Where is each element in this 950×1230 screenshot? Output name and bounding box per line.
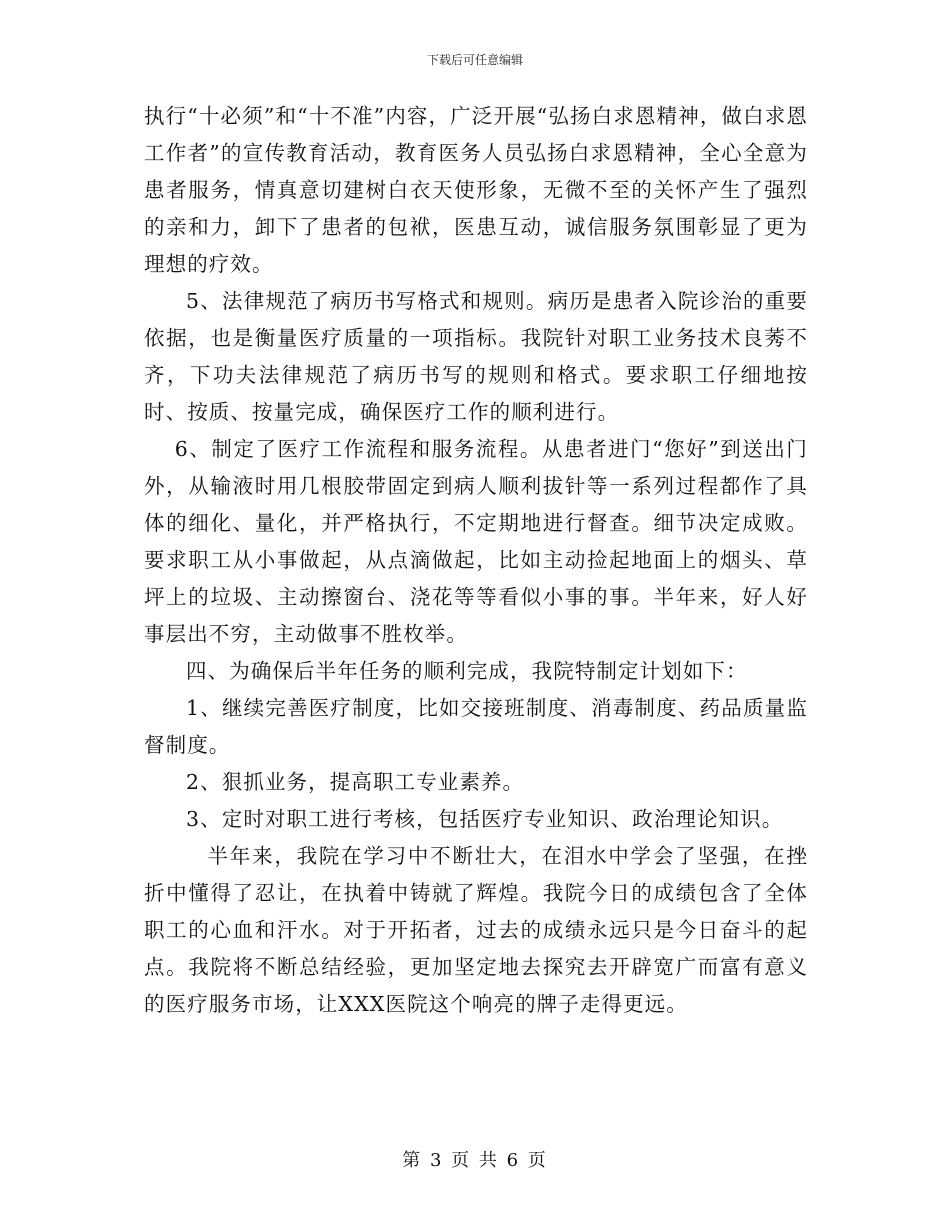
plan-item-3: 3、定时对职工进行考核，包括医疗专业知识、政治理论知识。 xyxy=(186,807,784,831)
paragraph-item-6: 6、制定了医疗工作流程和服务流程。从患者进门“您好”到送出门外，从输液时用几根胶带固定到病人顺利拔针等一系列过程都作了具体的细化、量化，并严格执行，不定期地进行督查。细节决定成败。要求职工从小事做起，从点滴做起，比如主动捡起地面上的烟头、草坪上的垃圾、主动擦窗台、浇花等等看似小事的事。半年来，好人好事层出不穷，主动做事不胜枚举。 xyxy=(144,437,808,646)
paragraph-item-5: 5、法律规范了病历书写格式和规则。病历是患者入院诊治的重要依据，也是衡量医疗质量的一项指标。我院针对职工业务技术良莠不齐，下功夫法律规范了病历书写的规则和格式。要求职工仔细地按时、按质、按量完成，确保医疗工作的顺利进行。 xyxy=(144,289,808,424)
section-heading-four: 四、为确保后半年任务的顺利完成，我院特制定计划如下： xyxy=(186,659,748,683)
plan-item-1: 1、继续完善医疗制度，比如交接班制度、消毒制度、药品质量监督制度。 xyxy=(144,696,808,757)
page-number-footer: 第 3 页 共 6 页 xyxy=(402,1150,548,1171)
document-body xyxy=(144,98,808,1023)
plan-item-2: 2、狠抓业务，提高职工专业素养。 xyxy=(186,770,525,794)
paragraph-continuation: 执行“十必须”和“十不准”内容，广泛开展“弘扬白求恩精神，做白求恩工作者”的宣传教育活动，教育医务人员弘扬白求恩精神，全心全意为患者服务，情真意切建树白衣天使形象，无微不至的关怀产生了强烈的亲和力，卸下了患者的包袱，医患互动，诚信服务氛围彰显了更为理想的疗效。 xyxy=(144,104,808,276)
closing-paragraph: 半年来，我院在学习中不断壮大，在泪水中学会了坚强，在挫折中懂得了忍让，在执着中铸就了辉煌。我院今日的成绩包含了全体职工的心血和汗水。对于开拓者，过去的成绩永远只是今日奋斗的起点。我院将不断总结经验，更加坚定地去探究去开辟宽广而富有意义的医疗服务市场，让XXX医院这个响亮的牌子走得更远。 xyxy=(144,844,808,1016)
page-header-note: 下载后可任意编辑 xyxy=(426,53,523,67)
